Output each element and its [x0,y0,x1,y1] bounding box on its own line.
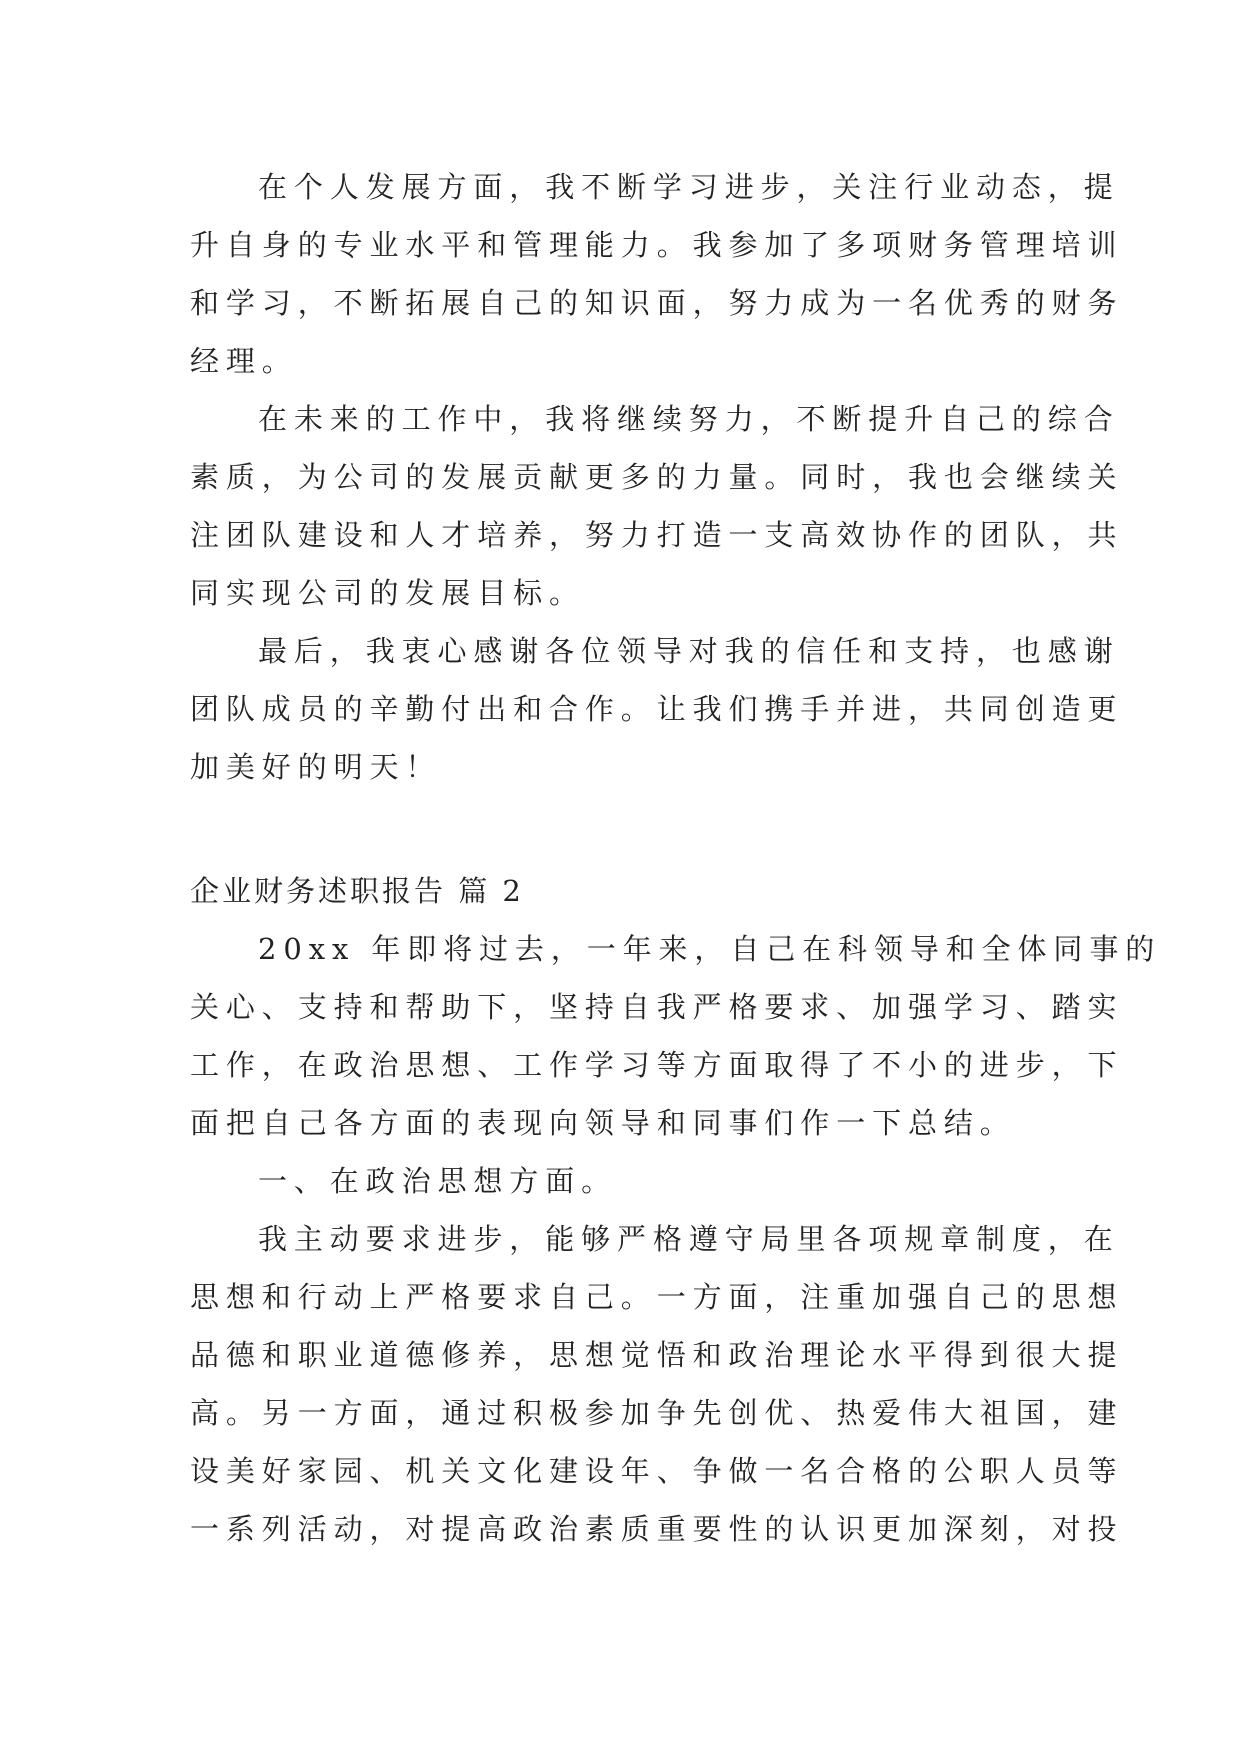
paragraph-line: 经理。 [190,344,298,378]
paragraph-line: 20xx 年即将过去，一年来，自己在科领导和全体同事的 [258,932,1162,966]
paragraph-line: 和学习，不断拓展自己的知识面，努力成为一名优秀的财务 [190,286,1124,320]
paragraph-line: 加美好的明天！ [190,750,442,784]
paragraph-line: 设美好家园、机关文化建设年、争做一名合格的公职人员等 [190,1454,1124,1488]
paragraph-line: 面把自己各方面的表现向领导和同事们作一下总结。 [190,1106,1016,1140]
paragraph-line: 在未来的工作中，我将继续努力，不断提升自己的综合 [258,402,1120,436]
paragraph-line: 高。另一方面，通过积极参加争先创优、热爱伟大祖国，建 [190,1396,1124,1430]
paragraph-line: 素质，为公司的发展贡献更多的力量。同时，我也会继续关 [190,460,1124,494]
report-section-tail [190,158,1124,796]
paragraph-line: 最后，我衷心感谢各位领导对我的信任和支持，也感谢 [258,634,1120,668]
paragraph-line: 关心、支持和帮助下，坚持自我严格要求、加强学习、踏实 [190,990,1124,1024]
subheading-line: 一、在政治思想方面。 [258,1164,618,1198]
paragraph-line: 在个人发展方面，我不断学习进步，关注行业动态，提 [258,170,1120,204]
paragraph-personal-development [190,158,1124,390]
subheading-political-thought [190,1152,1054,1210]
report-section-two [190,862,1162,1558]
paragraph-line: 一系列活动，对提高政治素质重要性的认识更加深刻，对投 [190,1512,1124,1546]
paragraph-line: 工作，在政治思想、工作学习等方面取得了不小的进步，下 [190,1048,1124,1082]
paragraph-line: 注团队建设和人才培养，努力打造一支高效协作的团队，共 [190,518,1124,552]
paragraph-line: 品德和职业道德修养，思想觉悟和政治理论水平得到很大提 [190,1338,1124,1372]
paragraph-line: 团队成员的辛勤付出和合作。让我们携手并进，共同创造更 [190,692,1124,726]
paragraph-closing-thanks [190,622,1124,796]
paragraph-line: 升自身的专业水平和管理能力。我参加了多项财务管理培训 [190,228,1124,262]
paragraph-future-work [190,390,1124,622]
paragraph-political-thought [190,1210,1124,1558]
paragraph-line: 思想和行动上严格要求自己。一方面，注重加强自己的思想 [190,1280,1124,1314]
paragraph-line: 同实现公司的发展目标。 [190,576,585,610]
paragraph-line: 我主动要求进步，能够严格遵守局里各项规章制度，在 [258,1222,1120,1256]
paragraph-year-summary [190,920,1162,1152]
section-heading: 企业财务述职报告 篇 2 [190,874,524,908]
